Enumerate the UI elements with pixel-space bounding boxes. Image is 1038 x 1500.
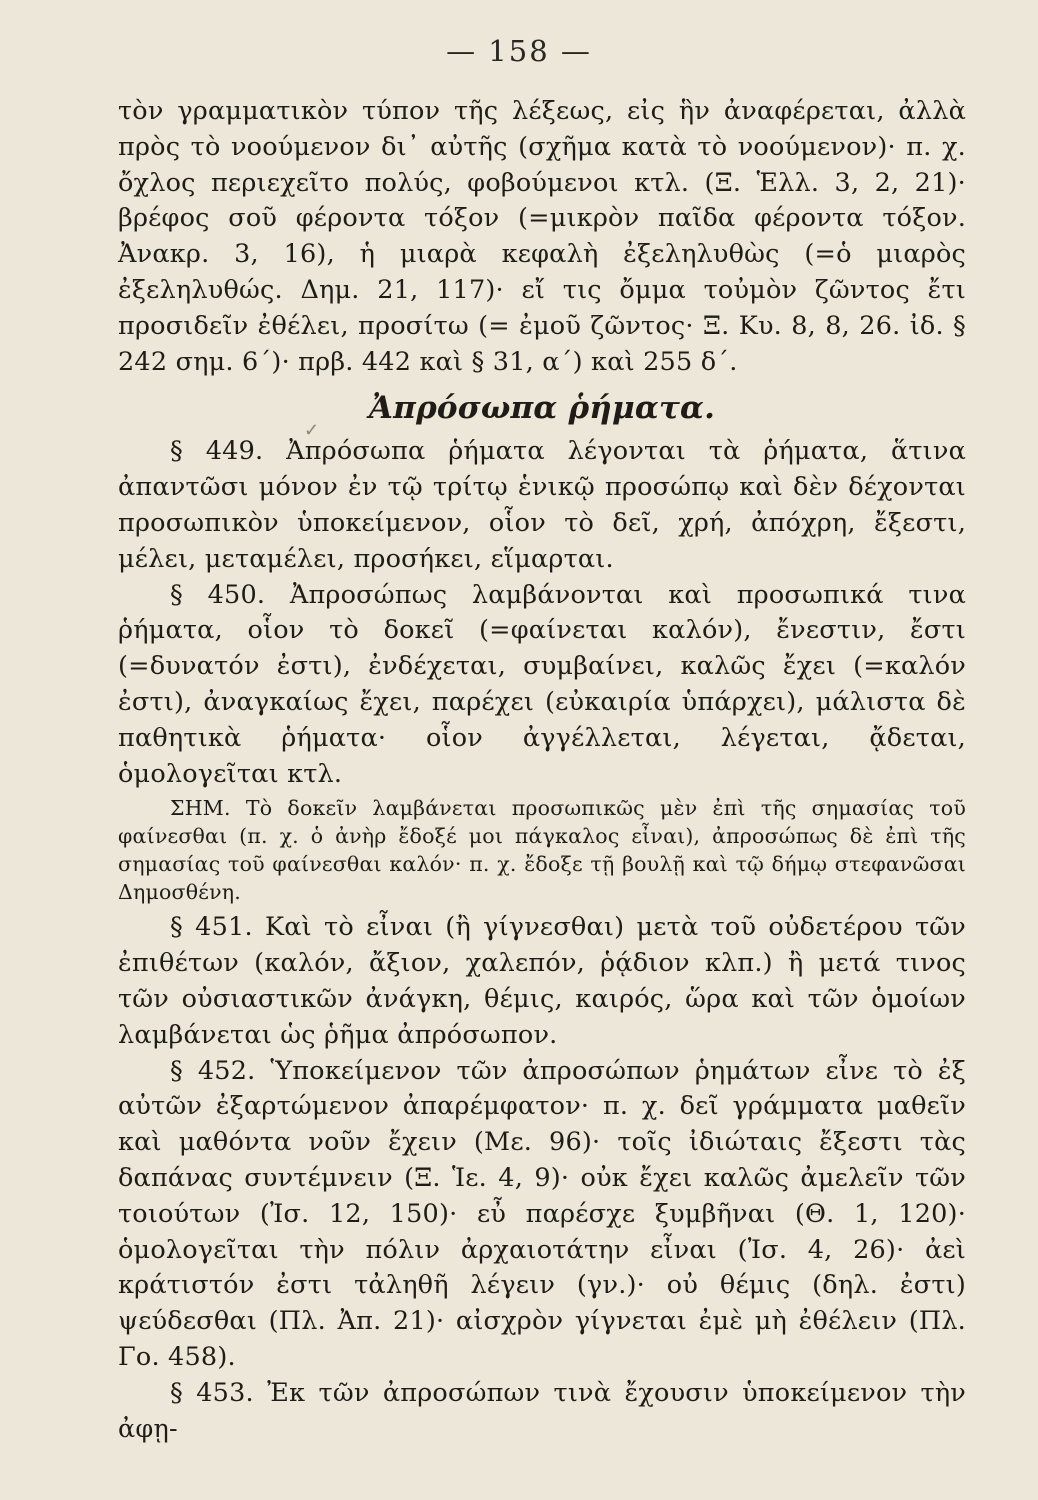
body-text	[118, 94, 966, 1447]
page-number: — 158 —	[446, 34, 592, 68]
note-paragraph: ΣΗΜ. Τὸ δοκεῖν λαμβάνεται προσωπικῶς μὲν ἐπὶ τῆς σημασίας τοῦ φαίνεσθαι (π. χ. ὁ ἀνὴρ ἔδοξέ μοι πάγκαλος εἶναι), ἀπροσώπως δὲ ἐπὶ τῆς σημασίας τοῦ φαίνεσθαι καλόν· π. χ. ἔδοξε τῇ βουλῇ καὶ τῷ δήμῳ στεφανῶσαι Δημοσθένη.	[118, 796, 966, 905]
paragraph-453: § 453. Ἐκ τῶν ἀπροσώπων τινὰ ἔχουσιν ὑποκείμενον τὴν ἀφῃ-	[118, 1377, 966, 1444]
paragraph-449: § 449. Ἀπρόσωπα ῥήματα λέγονται τὰ ῥήματα, ἅτινα ἀπαντῶσι μόνον ἐν τῷ τρίτῳ ἑνικῷ προσώπῳ καὶ δὲν δέχονται προσωπικὸν ὑποκείμενον, οἷον τὸ δεῖ, χρή, ἀπόχρη, ἔξεστι, μέλει, μεταμέλει, προσήκει, εἵμαρται.	[118, 436, 966, 574]
section-heading: Ἀπρόσωπα ῥήματα.	[368, 390, 716, 427]
paragraph-450: § 450. Ἀπροσώπως λαμβάνονται καὶ προσωπικά τινα ῥήματα, οἷον τὸ δοκεῖ (=φαίνεται καλόν), ἔνεστιν, ἔστι (=δυνατόν ἐστι), ἐνδέχεται, συμβαίνει, καλῶς ἔχει (=καλόν ἐστι), ἀναγκαίως ἔχει, παρέχει (εὐκαιρία ὑπάρχει), μάλιστα δὲ παθητικὰ ῥήματα· οἷον ἀγγέλλεται, λέγεται, ᾄδεται, ὁμολογεῖται κτλ.	[118, 579, 966, 789]
pencil-check-mark: ✓	[304, 420, 320, 441]
paragraph-452: § 452. Ὑποκείμενον τῶν ἀπροσώπων ῥημάτων εἶνε τὸ ἐξ αὐτῶν ἐξαρτώμενον ἀπαρέμφατον· π. χ. δεῖ γράμματα μαθεῖν καὶ μαθόντα νοῦν ἔχειν (Με. 96)· τοῖς ἰδιώταις ἔξεστι τὰς δαπάνας συντέμνειν (Ξ. Ἱε. 4, 9)· οὐκ ἔχει καλῶς ἀμελεῖν τῶν τοιούτων (Ἰσ. 12, 150)· εὖ παρέσχε ξυμβῆναι (Θ. 1, 120)· ὁμολογεῖται τὴν πόλιν ἀρχαιοτάτην εἶναι (Ἰσ. 4, 26)· ἀεὶ κράτιστόν ἐστι τἀληθῆ λέγειν (γν.)· οὐ θέμις (δηλ. ἐστι) ψεύδεσθαι (Πλ. Ἀπ. 21)· αἰσχρὸν γίγνεται ἐμὲ μὴ ἐθέλειν (Πλ. Γο. 458).	[118, 1055, 966, 1372]
paragraph-451: § 451. Καὶ τὸ εἶναι (ἢ γίγνεσθαι) μετὰ τοῦ οὐδετέρου τῶν ἐπιθέτων (καλόν, ἄξιον, χαλεπόν, ῥᾴδιον κλπ.) ἢ μετά τινος τῶν οὐσιαστικῶν ἀνάγκη, θέμις, καιρός, ὥρα καὶ τῶν ὁμοίων λαμβάνεται ὡς ῥῆμα ἀπρόσωπον.	[118, 912, 966, 1050]
paragraph-continuation: τὸν γραμματικὸν τύπον τῆς λέξεως, εἰς ἣν ἀναφέρεται, ἀλλὰ πρὸς τὸ νοούμενον δι᾽ αὐτῆς (σχῆμα κατὰ τὸ νοούμενον)· π. χ. ὄχλος περιεχεῖτο πολύς, φοβούμενοι κτλ. (Ξ. Ἑλλ. 3, 2, 21)· βρέφος σοῦ φέροντα τόξον (=μικρὸν παῖδα φέροντα τόξον. Ἀνακρ. 3, 16), ἡ μιαρὰ κεφαλὴ ἐξεληλυθὼς (=ὁ μιαρὸς ἐξεληλυθώς. Δημ. 21, 117)· εἴ τις ὄμμα τοὐμὸν ζῶντος ἔτι προσιδεῖν ἐθέλει, προσίτω (= ἐμοῦ ζῶντος· Ξ. Κυ. 8, 8, 26. ἰδ. § 242 σημ. 6΄)· πρβ. 442 καὶ § 31, α΄) καὶ 255 δ΄.	[118, 96, 966, 377]
